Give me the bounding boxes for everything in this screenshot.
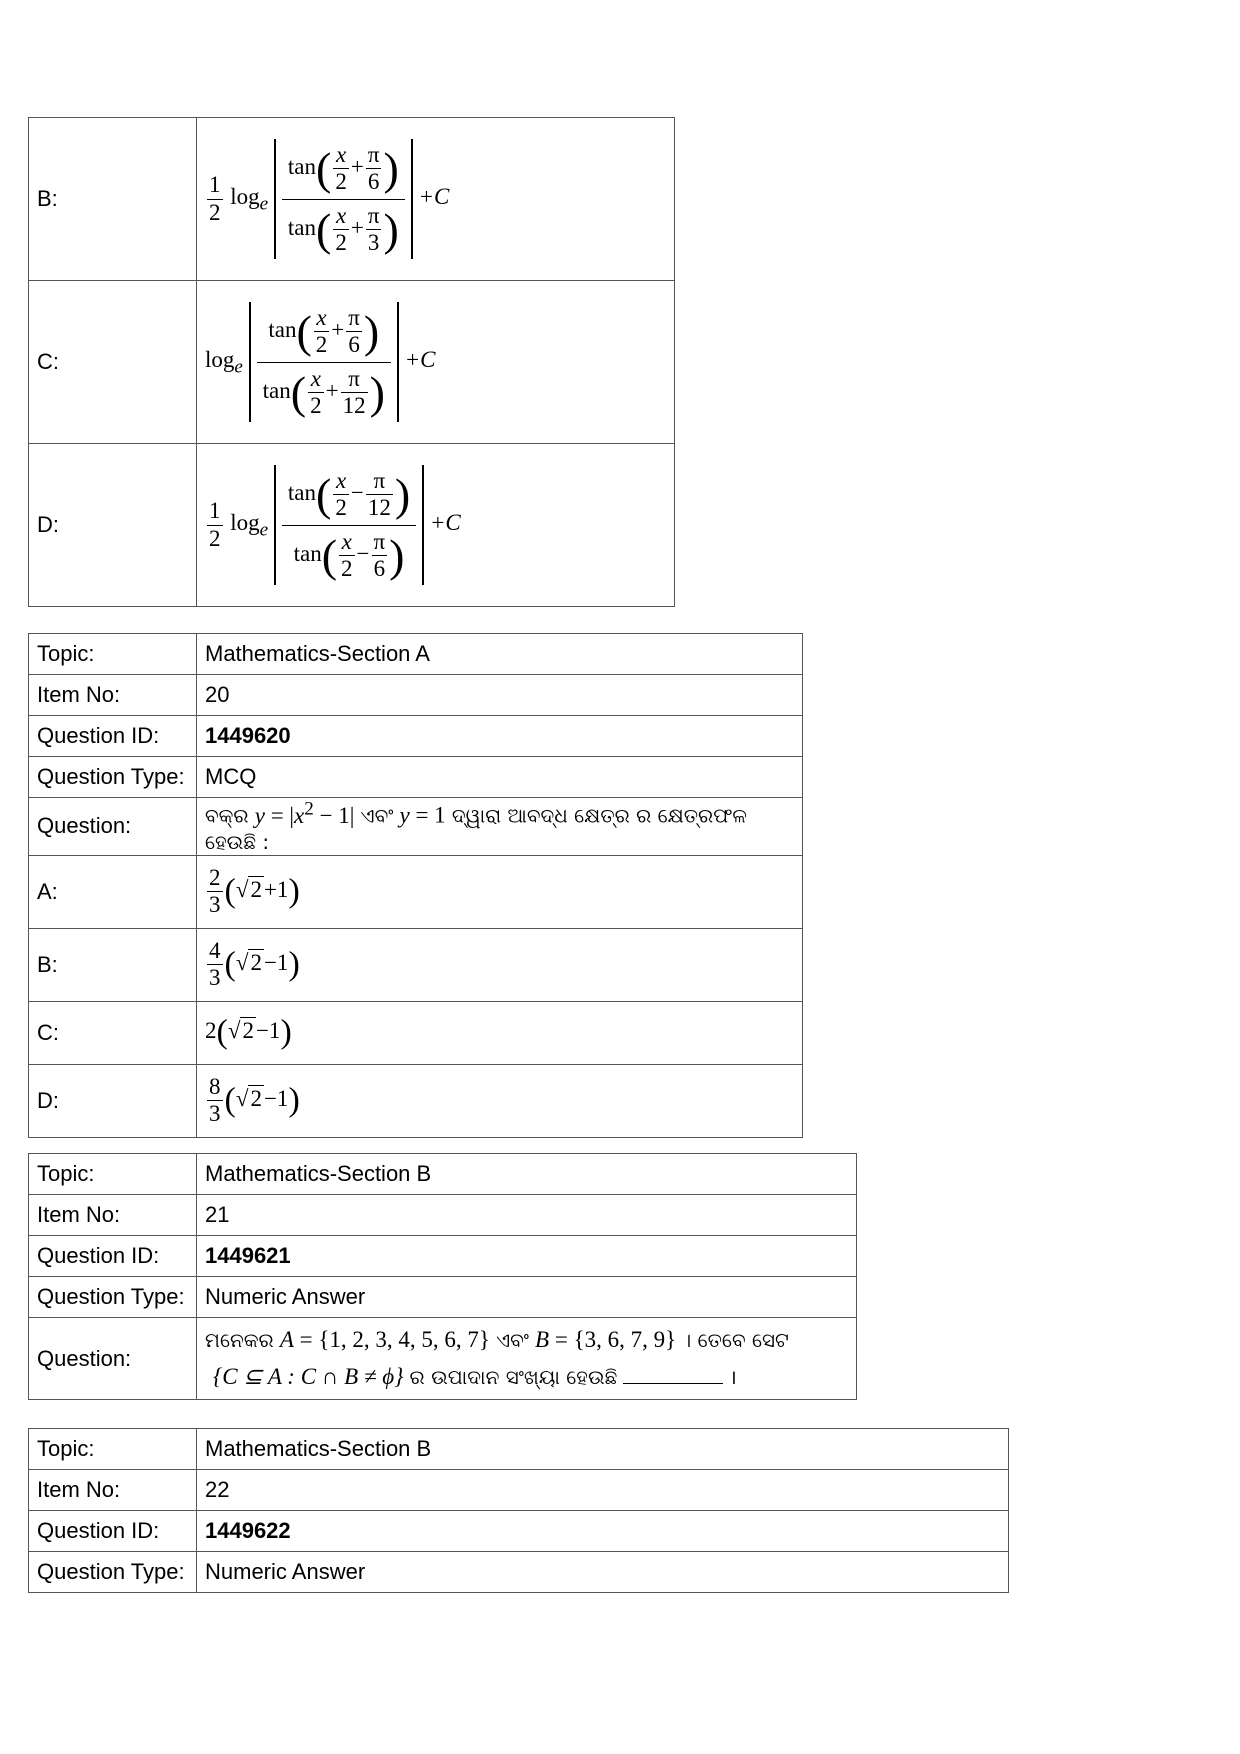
topic-row bbox=[29, 1429, 1009, 1470]
question-row bbox=[29, 1318, 857, 1400]
field-label: Question: bbox=[29, 1318, 197, 1400]
option-label: D: bbox=[29, 444, 197, 607]
item-value: 20 bbox=[197, 675, 803, 716]
question-type-row bbox=[29, 1552, 1009, 1593]
field-label: Item No: bbox=[29, 1195, 197, 1236]
option-row-b bbox=[29, 928, 803, 1001]
answer-blank bbox=[623, 1383, 723, 1384]
option-d-formula: $\frac{1}{2}$ $\log_e$ tan( $\frac{x}{2}$ − $\frac{\pi}{12}$ ) tan( $\frac{x}{2}$ − $\frac{\pi}{6}$ ) +C bbox=[197, 444, 675, 607]
option-label: B: bbox=[29, 928, 197, 1001]
option-label: D: bbox=[29, 1064, 197, 1137]
question-row bbox=[29, 798, 803, 856]
question-20-table bbox=[28, 633, 803, 1138]
option-c-formula: $\log_e$ tan( $\frac{x}{2}$ + $\frac{\pi}{6}$ ) tan( $\frac{x}{2}$ + $\frac{\pi}{12}$ ) +C bbox=[197, 281, 675, 444]
topic-row bbox=[29, 1154, 857, 1195]
question-type-value: Numeric Answer bbox=[197, 1552, 1009, 1593]
question-type-row bbox=[29, 1277, 857, 1318]
field-label: Question Type: bbox=[29, 1277, 197, 1318]
field-label: Question ID: bbox=[29, 1511, 197, 1552]
option-row-d bbox=[29, 1064, 803, 1137]
question-id-row bbox=[29, 1511, 1009, 1552]
question-id-row bbox=[29, 716, 803, 757]
field-label: Question ID: bbox=[29, 716, 197, 757]
item-row bbox=[29, 675, 803, 716]
question-type-value: MCQ bbox=[197, 757, 803, 798]
question-21-table bbox=[28, 1153, 857, 1400]
question-text: ମନେକର A = {1, 2, 3, 4, 5, 6, 7} ଏବଂ B = {3, 6, 7, 9} । ତେବେ ସେଟ {C ⊆ A : C ∩ B ≠ ϕ} ର ଉପାଦାନ ସଂଖ୍ୟା ହେଉଛି । bbox=[197, 1318, 857, 1400]
question-22-table bbox=[28, 1428, 1009, 1593]
option-label: A: bbox=[29, 855, 197, 928]
topic-value: Mathematics-Section A bbox=[197, 634, 803, 675]
option-row-b bbox=[29, 118, 675, 281]
item-row bbox=[29, 1470, 1009, 1511]
question-text: ବକ୍ର $y = |x^2 - 1|$ ଏବଂ y = 1 ଦ୍ୱାରା ଆବଦ୍ଧ କ୍ଷେତ୍ର ର କ୍ଷେତ୍ରଫଳ ହେଉଛି : bbox=[197, 798, 803, 856]
option-b-formula: $\frac{1}{2}$ $\log_e$ tan( $\frac{x}{2}$ + $\frac{\pi}{6}$ ) tan( $\frac{x}{2}$ + $\frac{\pi}{3}$ ) +C bbox=[197, 118, 675, 281]
option-b-formula: $\frac{4}{3}$ (√2−1) bbox=[197, 928, 803, 1001]
question-type-row bbox=[29, 757, 803, 798]
question-id-value: 1449620 bbox=[197, 716, 803, 757]
option-label: B: bbox=[29, 118, 197, 281]
field-label: Question: bbox=[29, 798, 197, 856]
option-d-formula: $\frac{8}{3}$ (√2−1) bbox=[197, 1064, 803, 1137]
item-value: 21 bbox=[197, 1195, 857, 1236]
question-type-value: Numeric Answer bbox=[197, 1277, 857, 1318]
question-id-value: 1449622 bbox=[197, 1511, 1009, 1552]
field-label: Question Type: bbox=[29, 757, 197, 798]
field-label: Topic: bbox=[29, 634, 197, 675]
option-row-a bbox=[29, 855, 803, 928]
option-label: C: bbox=[29, 1001, 197, 1064]
field-label: Item No: bbox=[29, 675, 197, 716]
field-label: Question Type: bbox=[29, 1552, 197, 1593]
topic-value: Mathematics-Section B bbox=[197, 1154, 857, 1195]
option-c-formula: 2(√2−1) bbox=[197, 1001, 803, 1064]
field-label: Topic: bbox=[29, 1154, 197, 1195]
question-id-value: 1449621 bbox=[197, 1236, 857, 1277]
option-row-c bbox=[29, 1001, 803, 1064]
option-row-c bbox=[29, 281, 675, 444]
option-row-d bbox=[29, 444, 675, 607]
item-row bbox=[29, 1195, 857, 1236]
topic-row bbox=[29, 634, 803, 675]
option-label: C: bbox=[29, 281, 197, 444]
option-a-formula: $\frac{2}{3}$ (√2+1) bbox=[197, 855, 803, 928]
q19-options-table bbox=[28, 117, 675, 607]
field-label: Topic: bbox=[29, 1429, 197, 1470]
field-label: Item No: bbox=[29, 1470, 197, 1511]
question-id-row bbox=[29, 1236, 857, 1277]
field-label: Question ID: bbox=[29, 1236, 197, 1277]
topic-value: Mathematics-Section B bbox=[197, 1429, 1009, 1470]
item-value: 22 bbox=[197, 1470, 1009, 1511]
